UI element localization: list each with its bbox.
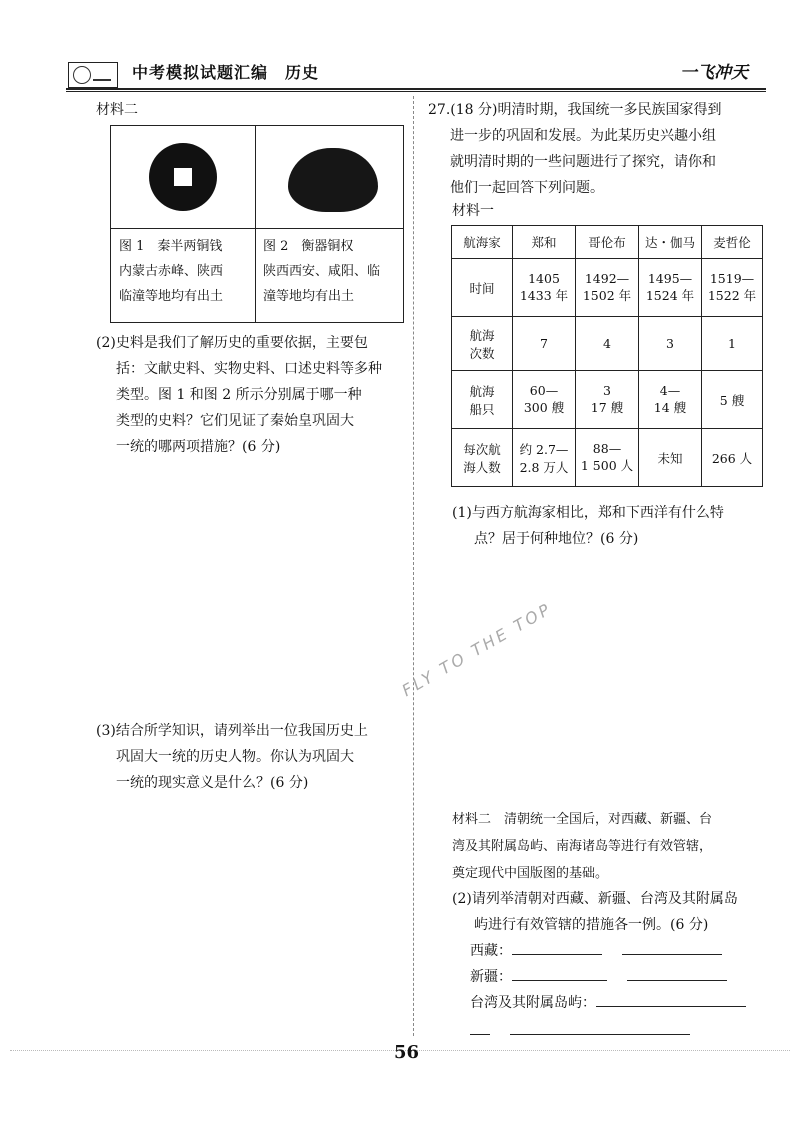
fill-xizang-row (470, 938, 722, 964)
right-material1-label: 材料一 (452, 203, 494, 219)
fig2-caption (263, 234, 399, 309)
row-label-text: 次数 (469, 345, 495, 361)
answer-blank[interactable] (510, 1020, 690, 1035)
table-cell (702, 259, 763, 317)
header-rule (66, 88, 766, 90)
table-cell: 7 (513, 317, 576, 371)
question-line: 进一步的巩固和发展。为此某历史兴趣小组 (450, 128, 716, 144)
fig1-caption-line: 内蒙古赤峰、陕西 (119, 264, 224, 279)
cell-line: 1502 年 (582, 288, 632, 303)
row-label (452, 317, 513, 371)
ban-liang-coin-image (149, 143, 217, 211)
material-line: 奠定现代中国版图的基础。 (452, 866, 609, 881)
question-line: 点？居于何种地位？(6 分) (474, 531, 639, 547)
question-line: 类型的史料？它们见证了秦始皇巩固大 (116, 413, 354, 429)
fill-taiwan-label: 台湾及其附属岛屿： (470, 995, 596, 1011)
question-line: 27.(18 分)明清时期，我国统一多民族国家得到 (428, 102, 722, 118)
table-header-cell: 麦哲伦 (702, 226, 763, 259)
navigators-table (451, 225, 763, 487)
answer-blank[interactable] (627, 966, 727, 981)
bronze-weight-image (288, 148, 378, 212)
table-cell (576, 371, 639, 429)
coin-hole (174, 168, 192, 186)
cell-line: 14 艘 (653, 400, 687, 415)
table-cell (639, 371, 702, 429)
row-label (452, 371, 513, 429)
logo-circle-icon (73, 66, 91, 84)
cell-line: 3 (603, 383, 611, 398)
publisher-logo (68, 62, 118, 88)
cell-line: 约 2.7— (519, 441, 569, 457)
question-line: 他们一起回答下列问题。 (450, 180, 604, 196)
header-title: 中考模拟试题汇编 历史 (132, 63, 320, 82)
table-cell: 3 (639, 317, 702, 371)
table-cell: 266 人 (702, 429, 763, 487)
answer-blank[interactable] (512, 940, 602, 955)
answer-blank[interactable] (470, 1020, 490, 1035)
question-line: 类型。图 1 和图 2 所示分别属于哪一种 (116, 387, 362, 403)
row-label-text: 船只 (469, 401, 495, 417)
question-line: (2)史料是我们了解历史的重要依据，主要包 (96, 335, 368, 351)
question-27-intro (428, 97, 773, 201)
cell-line: 2.8 万人 (519, 459, 569, 475)
table-cell (513, 429, 576, 487)
figure-table-divider (255, 126, 256, 322)
table-row (452, 429, 763, 487)
fill-taiwan-row (470, 990, 746, 1016)
table-cell (576, 429, 639, 487)
row-label (452, 429, 513, 487)
material-line: 材料二 清朝统一全国后，对西藏、新疆、台 (452, 812, 713, 827)
cell-line: 1 500 人 (580, 458, 634, 473)
question-line: 一统的现实意义是什么？(6 分) (116, 775, 309, 791)
column-divider (413, 96, 414, 1036)
question-line: (2)请列举清朝对西藏、新疆、台湾及其附属岛 (452, 891, 738, 907)
left-material-label: 材料二 (96, 102, 138, 118)
cell-line: 17 艘 (590, 400, 624, 415)
table-header-cell: 达・伽马 (639, 226, 702, 259)
material-line: 湾及其附属岛屿、南海诸岛等进行有效管辖， (452, 839, 713, 854)
question-line: (1)与西方航海家相比，郑和下西洋有什么特 (452, 505, 724, 521)
left-question-2 (96, 330, 408, 460)
table-header-cell: 航海家 (452, 226, 513, 259)
cell-line: 1495— (647, 271, 693, 286)
table-cell (513, 371, 576, 429)
cell-line: 1519— (709, 271, 755, 286)
fig1-caption-line: 图 1 秦半两铜钱 (119, 239, 223, 254)
table-cell: 未知 (639, 429, 702, 487)
question-line: 一统的哪两项措施？(6 分) (116, 439, 281, 455)
right-question-1 (452, 500, 772, 552)
fig2-caption-line: 图 2 衡器铜权 (263, 239, 354, 254)
table-row (452, 371, 763, 429)
table-row (452, 317, 763, 371)
fig1-caption-line: 临潼等地均有出土 (119, 289, 224, 304)
fig2-caption-line: 陕西西安、咸阳、临 (263, 264, 381, 279)
table-cell (639, 259, 702, 317)
figure-table-rule (111, 228, 403, 229)
header-brand: 一飞冲天 (680, 63, 748, 83)
watermark: FLY TO THE TOP (398, 598, 556, 701)
left-question-3 (96, 718, 408, 796)
cell-line: 1524 年 (645, 288, 695, 303)
cell-line: 60— (529, 383, 559, 398)
fill-extra-row (470, 1018, 690, 1044)
table-cell: 5 艘 (702, 371, 763, 429)
cell-line: 1405 (528, 271, 560, 286)
table-row (452, 259, 763, 317)
row-label (452, 259, 513, 317)
cell-line: 300 艘 (523, 400, 565, 415)
question-line: (3)结合所学知识，请列举出一位我国历史上 (96, 723, 368, 739)
question-line: 括：文献史料、实物史料、口述史料等多种 (116, 361, 382, 377)
question-line: 巩固大一统的历史人物。你认为巩固大 (116, 749, 354, 765)
answer-blank[interactable] (512, 966, 607, 981)
cell-line: 1492— (584, 271, 630, 286)
cell-line: 4— (659, 383, 681, 398)
logo-mark-icon (93, 69, 111, 81)
fig1-caption (119, 234, 255, 309)
row-label-text: 航海 (469, 383, 495, 399)
fig2-caption-line: 潼等地均有出土 (263, 289, 355, 304)
header-rule-thin (66, 91, 766, 92)
fill-xinjiang-row (470, 964, 727, 990)
table-header-cell: 郑和 (513, 226, 576, 259)
question-line: 屿进行有效管辖的措施各一例。(6 分) (474, 917, 709, 933)
table-cell: 1 (702, 317, 763, 371)
table-cell: 4 (576, 317, 639, 371)
page-number: 56 (394, 1042, 420, 1063)
table-cell (576, 259, 639, 317)
fill-xinjiang-label: 新疆： (470, 969, 512, 985)
right-material2 (452, 806, 772, 887)
table-cell (513, 259, 576, 317)
table-header-cell: 哥伦布 (576, 226, 639, 259)
question-line: 就明清时期的一些问题进行了探究，请你和 (450, 154, 716, 170)
row-label-text: 每次航 (463, 441, 501, 457)
fill-xizang-label: 西藏： (470, 943, 512, 959)
figure-table (110, 125, 404, 323)
cell-line: 1522 年 (707, 288, 757, 303)
row-label-text: 海人数 (463, 459, 501, 475)
cell-line: 88— (592, 441, 622, 456)
row-label-text: 时间 (469, 280, 495, 296)
right-question-2 (452, 886, 772, 938)
cell-line: 1433 年 (519, 288, 569, 303)
answer-blank[interactable] (596, 992, 746, 1007)
answer-blank[interactable] (622, 940, 722, 955)
row-label-text: 航海 (469, 327, 495, 343)
